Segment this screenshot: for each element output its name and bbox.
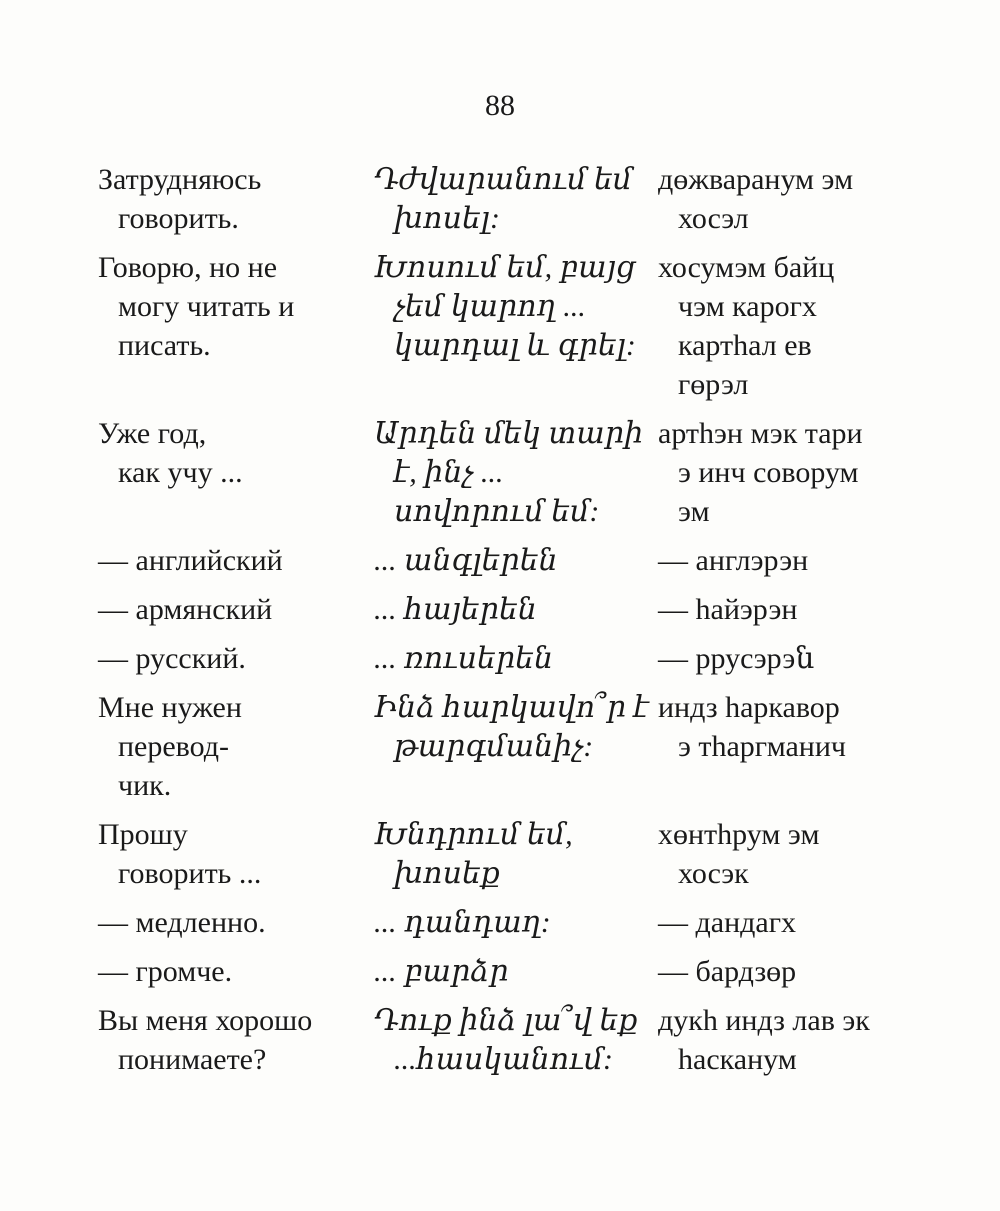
armenian-phrase (374, 815, 658, 903)
phrase-row (98, 815, 928, 903)
russian-phrase (98, 414, 374, 541)
russian-phrase (98, 688, 374, 815)
armenian-phrase (374, 541, 658, 590)
russian-phrase-line: чик. (118, 769, 172, 802)
russian-phrase (98, 815, 374, 903)
transliteration (658, 952, 928, 1001)
armenian-phrase-line: խոսել: (394, 202, 500, 235)
armenian-phrase-line: է, ինչ ... (394, 456, 504, 489)
russian-phrase-line: — английский (98, 544, 283, 577)
russian-phrase-line: Затрудняюсь (98, 163, 262, 196)
armenian-phrase-line: Ինձ հարկավո՞ր է (374, 691, 649, 724)
russian-phrase (98, 639, 374, 688)
russian-phrase (98, 541, 374, 590)
armenian-phrase-line: ...հասկանում: (394, 1043, 614, 1076)
transliteration (658, 1001, 928, 1089)
russian-phrase-line: понимаете? (118, 1043, 267, 1076)
armenian-phrase-line: ... հայերեն (374, 593, 537, 626)
armenian-phrase (374, 688, 658, 815)
armenian-phrase (374, 590, 658, 639)
armenian-phrase-line: Դժվարանում եմ (374, 163, 633, 196)
russian-phrase (98, 1001, 374, 1089)
transliteration-line: — ррусэрэն (658, 642, 815, 675)
transliteration-line: артhэн мэк тари (658, 417, 863, 450)
transliteration-line: э тhаргманич (678, 730, 847, 763)
phrase-row (98, 688, 928, 815)
transliteration-line: — бардзөр (658, 955, 797, 988)
armenian-phrase (374, 1001, 658, 1089)
armenian-phrase-line: սովորում եմ: (394, 495, 600, 528)
armenian-phrase-line: ... դանդաղ: (374, 906, 551, 939)
armenian-phrase-line: Արդեն մեկ տարի (374, 417, 644, 450)
armenian-phrase-line: կարդալ և գրել: (394, 329, 636, 362)
transliteration-line: дукh индз лав эк (658, 1004, 870, 1037)
transliteration-line: чэм карогх (678, 290, 817, 323)
transliteration-line: hасканум (678, 1043, 797, 1076)
russian-phrase-line: как учу ... (118, 456, 243, 489)
phrase-row (98, 952, 928, 1001)
transliteration-line: хосэк (678, 857, 749, 890)
russian-phrase (98, 160, 374, 248)
page-number: 88 (485, 89, 515, 122)
russian-phrase-line: — медленно. (98, 906, 266, 939)
armenian-phrase (374, 952, 658, 1001)
phrase-row (98, 160, 928, 248)
russian-phrase-line: Мне нужен (98, 691, 242, 724)
phrase-row (98, 590, 928, 639)
armenian-phrase (374, 903, 658, 952)
transliteration-line: картhал ев (678, 329, 812, 362)
transliteration (658, 414, 928, 541)
transliteration-line: дөжваранум эм (658, 163, 854, 196)
transliteration-line: гөрэл (678, 368, 749, 401)
transliteration-line: — дандагх (658, 906, 797, 939)
armenian-phrase-line: ... անգլերեն (374, 544, 558, 577)
transliteration-line: эм (678, 495, 710, 528)
transliteration (658, 541, 928, 590)
russian-phrase (98, 590, 374, 639)
armenian-phrase-line: չեմ կարող ... (394, 290, 586, 323)
armenian-phrase-line: Խոսում եմ, բայց (374, 251, 636, 284)
transliteration (658, 590, 928, 639)
armenian-phrase (374, 639, 658, 688)
transliteration-line: хосэл (678, 202, 749, 235)
russian-phrase (98, 952, 374, 1001)
armenian-phrase-line: ... բարձր (374, 955, 509, 988)
russian-phrase-line: говорить. (118, 202, 239, 235)
russian-phrase-line: Вы меня хорошо (98, 1004, 313, 1037)
russian-phrase-line: могу читать и (118, 290, 295, 323)
russian-phrase-line: Уже год, (98, 417, 207, 450)
transliteration-line: — англэрэн (658, 544, 809, 577)
armenian-phrase-line: Խնդրում եմ, (374, 818, 573, 851)
phrase-rows (98, 160, 928, 1089)
phrase-row (98, 1001, 928, 1089)
phrase-row (98, 903, 928, 952)
armenian-phrase-line: Դուք ինձ լա՞վ եք (374, 1004, 638, 1037)
russian-phrase-line: — русский. (98, 642, 246, 675)
russian-phrase-line: перевод- (118, 730, 230, 763)
russian-phrase (98, 248, 374, 414)
armenian-phrase-line: խոսեք (394, 857, 500, 890)
phrasebook-table (98, 160, 928, 1089)
russian-phrase-line: говорить ... (118, 857, 262, 890)
russian-phrase-line: Говорю, но не (98, 251, 278, 284)
transliteration-line: хөнтhрум эм (658, 818, 820, 851)
transliteration-line: — hайэрэн (658, 593, 798, 626)
transliteration-line: хосумэм байц (658, 251, 835, 284)
phrase-row (98, 639, 928, 688)
transliteration-line: э инч соворум (678, 456, 859, 489)
russian-phrase-line: Прошу (98, 818, 188, 851)
armenian-phrase (374, 248, 658, 414)
transliteration (658, 903, 928, 952)
transliteration-line: индз hаркавор (658, 691, 840, 724)
russian-phrase (98, 903, 374, 952)
armenian-phrase (374, 160, 658, 248)
armenian-phrase-line: թարգմանիչ: (394, 730, 594, 763)
armenian-phrase (374, 414, 658, 541)
phrase-row (98, 414, 928, 541)
phrase-row (98, 248, 928, 414)
russian-phrase-line: — армянский (98, 593, 273, 626)
transliteration (658, 639, 928, 688)
phrase-row (98, 541, 928, 590)
armenian-phrase-line: ... ռուսերեն (374, 642, 554, 675)
russian-phrase-line: — громче. (98, 955, 233, 988)
russian-phrase-line: писать. (118, 329, 211, 362)
transliteration (658, 160, 928, 248)
transliteration (658, 815, 928, 903)
transliteration (658, 248, 928, 414)
transliteration (658, 688, 928, 815)
